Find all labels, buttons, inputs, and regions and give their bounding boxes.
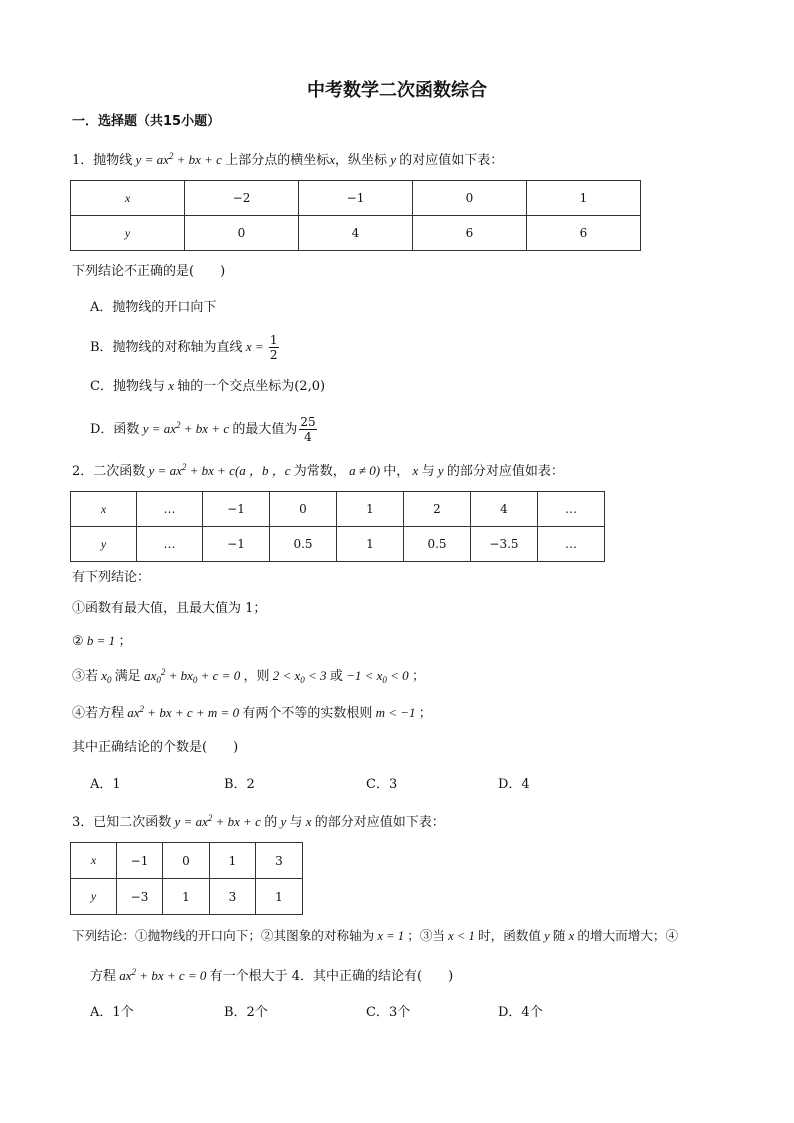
table-cell: … [538,527,605,562]
q2-conclusion-3: ③若 $x_0$ 满足 $ax_0^2 + bx_0 + c = 0$ ，则 $2 < x_0 < 3$ 或 $-1 < x_0 < 0$ ； [72,667,425,685]
table-cell: −2 [185,181,299,216]
table-cell: 1 [337,527,404,562]
q2-intro: 有下列结论： [72,570,151,585]
q2-number: 2． [72,464,94,479]
q1-option-b: B．抛物线的对称轴为直线 x = $\frac{1}{2}$ [90,333,278,362]
fraction: $\frac{25}{4}$ [300,415,316,444]
q3-option-b: B．2个 [224,1005,268,1020]
table-header-x: x [71,843,117,879]
q2-option-c: C．3 [366,777,398,792]
q2-stem: 2．二次函数 $y = ax^2$ + bx + c(a ，b ，c 为常数， a ≠ 0) 中， x 与 y 的部分对应值如表： [72,462,564,479]
table-cell: 0 [270,492,337,527]
table-cell: 3 [256,843,303,879]
q3-table [70,842,303,915]
table-cell: 4 [299,216,413,251]
table-cell: … [137,527,203,562]
q1-stem: 1．抛物线 $y = ax^2$ + bx + c 上部分点的横坐标x，纵坐标 y 的对应值如下表： [72,151,504,168]
q3-conclusions-line-1: 下列结论：①抛物线的开口向下；②其图象的对称轴为 x = 1 ；③当 x < 1 时，函数值 y 随 x 的增大而增大；④ [72,928,679,943]
q2-option-a: A．1 [90,777,121,792]
table-cell: 1 [527,181,641,216]
q2-conclusion-4: ④若方程 $ax^2$ + bx + c + m = 0 有两个不等的实数根则 m < −1 ； [72,704,432,721]
q2-prompt: 其中正确结论的个数是( ) [72,740,239,755]
q1-number: 1． [72,153,94,168]
q2-option-b: B．2 [224,777,255,792]
table-cell: 4 [471,492,538,527]
table-cell: 6 [527,216,641,251]
q1-table [70,180,641,251]
table-cell: −3 [117,879,163,915]
fraction: $\frac{1}{2}$ [269,333,278,362]
table-cell: 2 [404,492,471,527]
q2-conclusion-1: ①函数有最大值，且最大值为 1； [72,601,267,616]
q3-stem: 3．已知二次函数 $y = ax^2$ + bx + c 的 y 与 x 的部分对应值如下表： [72,813,445,830]
q1-option-c: C．抛物线与 x 轴的一个交点坐标为(2,0) [90,378,326,394]
table-cell: 1 [210,843,256,879]
q1-prompt: 下列结论不正确的是( ) [72,264,226,279]
q3-number: 3． [72,815,94,830]
page-title: 中考数学二次函数综合 [307,80,487,101]
q3-option-d: D．4个 [498,1005,543,1020]
table-cell: 1 [337,492,404,527]
q3-option-c: C．3个 [366,1005,411,1020]
table-cell: 3 [210,879,256,915]
q2-option-d: D．4 [498,777,530,792]
table-cell: −3.5 [471,527,538,562]
table-header-x: x [71,181,185,216]
table-cell: 0.5 [404,527,471,562]
table-cell: … [137,492,203,527]
formula: $y = ax^2$ + bx + c [132,151,226,167]
table-header-y: y [71,216,185,251]
table-cell: 1 [163,879,210,915]
table-header-x: x [71,492,137,527]
table-cell: 0 [163,843,210,879]
table-cell: … [538,492,605,527]
table-cell: 0 [413,181,527,216]
table-cell: −1 [203,492,270,527]
table-cell: −1 [203,527,270,562]
table-cell: 6 [413,216,527,251]
q2-conclusion-2: ② b = 1 ； [72,633,132,649]
table-header-y: y [71,879,117,915]
q2-table [70,491,605,562]
table-header-y: y [71,527,137,562]
q3-conclusions-line-2: 方程 $ax^2$ + bx + c = 0 有一个根大于 4．其中正确的结论有( ) [90,967,454,984]
q3-option-a: A．1个 [90,1005,134,1020]
table-cell: 1 [256,879,303,915]
table-cell: 0 [185,216,299,251]
table-cell: −1 [117,843,163,879]
q1-option-a: A．抛物线的开口向下 [90,300,217,315]
section-heading: 一．选择题（共15小题） [72,114,221,129]
q1-option-d: D．函数 $y = ax^2$ + bx + c 的最大值为 $\frac{25}{4}$ [90,415,316,444]
table-cell: −1 [299,181,413,216]
table-cell: 0.5 [270,527,337,562]
